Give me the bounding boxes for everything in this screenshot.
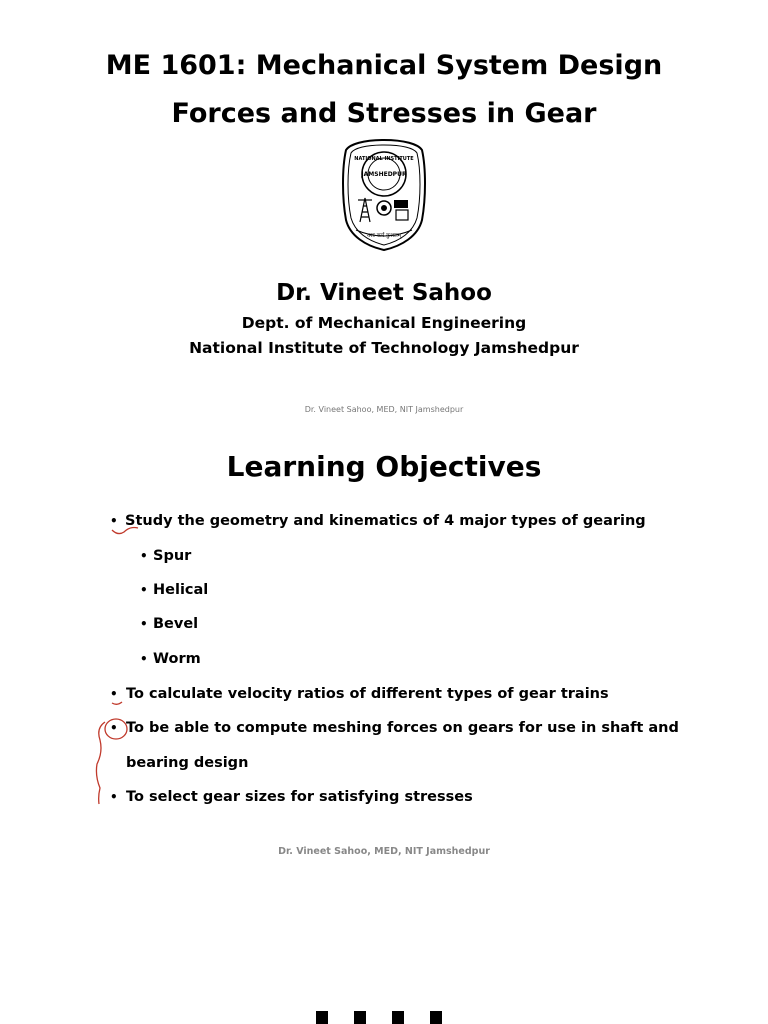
circle-annotation <box>105 719 127 739</box>
slide-footer: Dr. Vineet Sahoo, MED, NIT Jamshedpur <box>278 846 490 857</box>
department: Dept. of Mechanical Engineering <box>241 314 527 332</box>
list-item <box>140 580 208 600</box>
bullet-icon: • <box>110 721 118 735</box>
objective-text: Study the geometry and kinematics of 4 major types of gearing <box>125 513 646 529</box>
objective-text: To be able to compute meshing forces on gears for use in shaft and <box>126 720 679 736</box>
underline-annotation <box>112 528 138 534</box>
bullet-icon: • <box>140 617 148 631</box>
objective-text: To calculate velocity ratios of different types of gear trains <box>126 686 609 702</box>
svg-text:NATIONAL INSTITUTE: NATIONAL INSTITUTE <box>354 156 414 162</box>
list-item <box>140 614 198 634</box>
svg-text:यशः कर्म कुशलम्: यशः कर्म कुशलम् <box>366 233 402 239</box>
bullet-icon: • <box>110 687 118 701</box>
bullet-icon: • <box>140 549 148 563</box>
list-item <box>110 511 646 531</box>
gear-type-text: Bevel <box>153 616 199 632</box>
institute-logo <box>336 138 432 252</box>
list-item <box>110 787 473 807</box>
objective-text: bearing design <box>126 755 249 771</box>
author-name: Dr. Vineet Sahoo <box>276 280 492 306</box>
bracket-annotation <box>96 722 105 804</box>
underline-annotation <box>112 702 122 704</box>
course-title: ME 1601: Mechanical System Design <box>105 50 663 81</box>
gear-type-text: Helical <box>153 582 209 598</box>
slide-footer: Dr. Vineet Sahoo, MED, NIT Jamshedpur <box>304 405 464 414</box>
learning-objectives-title: Learning Objectives <box>226 450 542 483</box>
next-slide-heading-fragment <box>316 1010 516 1024</box>
objective-text: To select gear sizes for satisfying stresses <box>126 789 473 805</box>
bullet-icon: • <box>140 652 148 666</box>
gear-type-text: Worm <box>153 651 201 667</box>
list-item <box>110 684 609 704</box>
gear-type-text: Spur <box>153 548 192 564</box>
bullet-icon: • <box>140 583 148 597</box>
list-item <box>110 718 679 738</box>
list-item <box>140 546 191 566</box>
institute: National Institute of Technology Jamshedpur <box>189 339 579 357</box>
bullet-icon: • <box>110 790 118 804</box>
list-item <box>140 649 201 669</box>
list-item-continuation <box>126 753 248 773</box>
bullet-icon: • <box>110 514 118 528</box>
topic-title: Forces and Stresses in Gear <box>171 98 597 129</box>
svg-text:JAMSHEDPUR: JAMSHEDPUR <box>361 171 407 178</box>
